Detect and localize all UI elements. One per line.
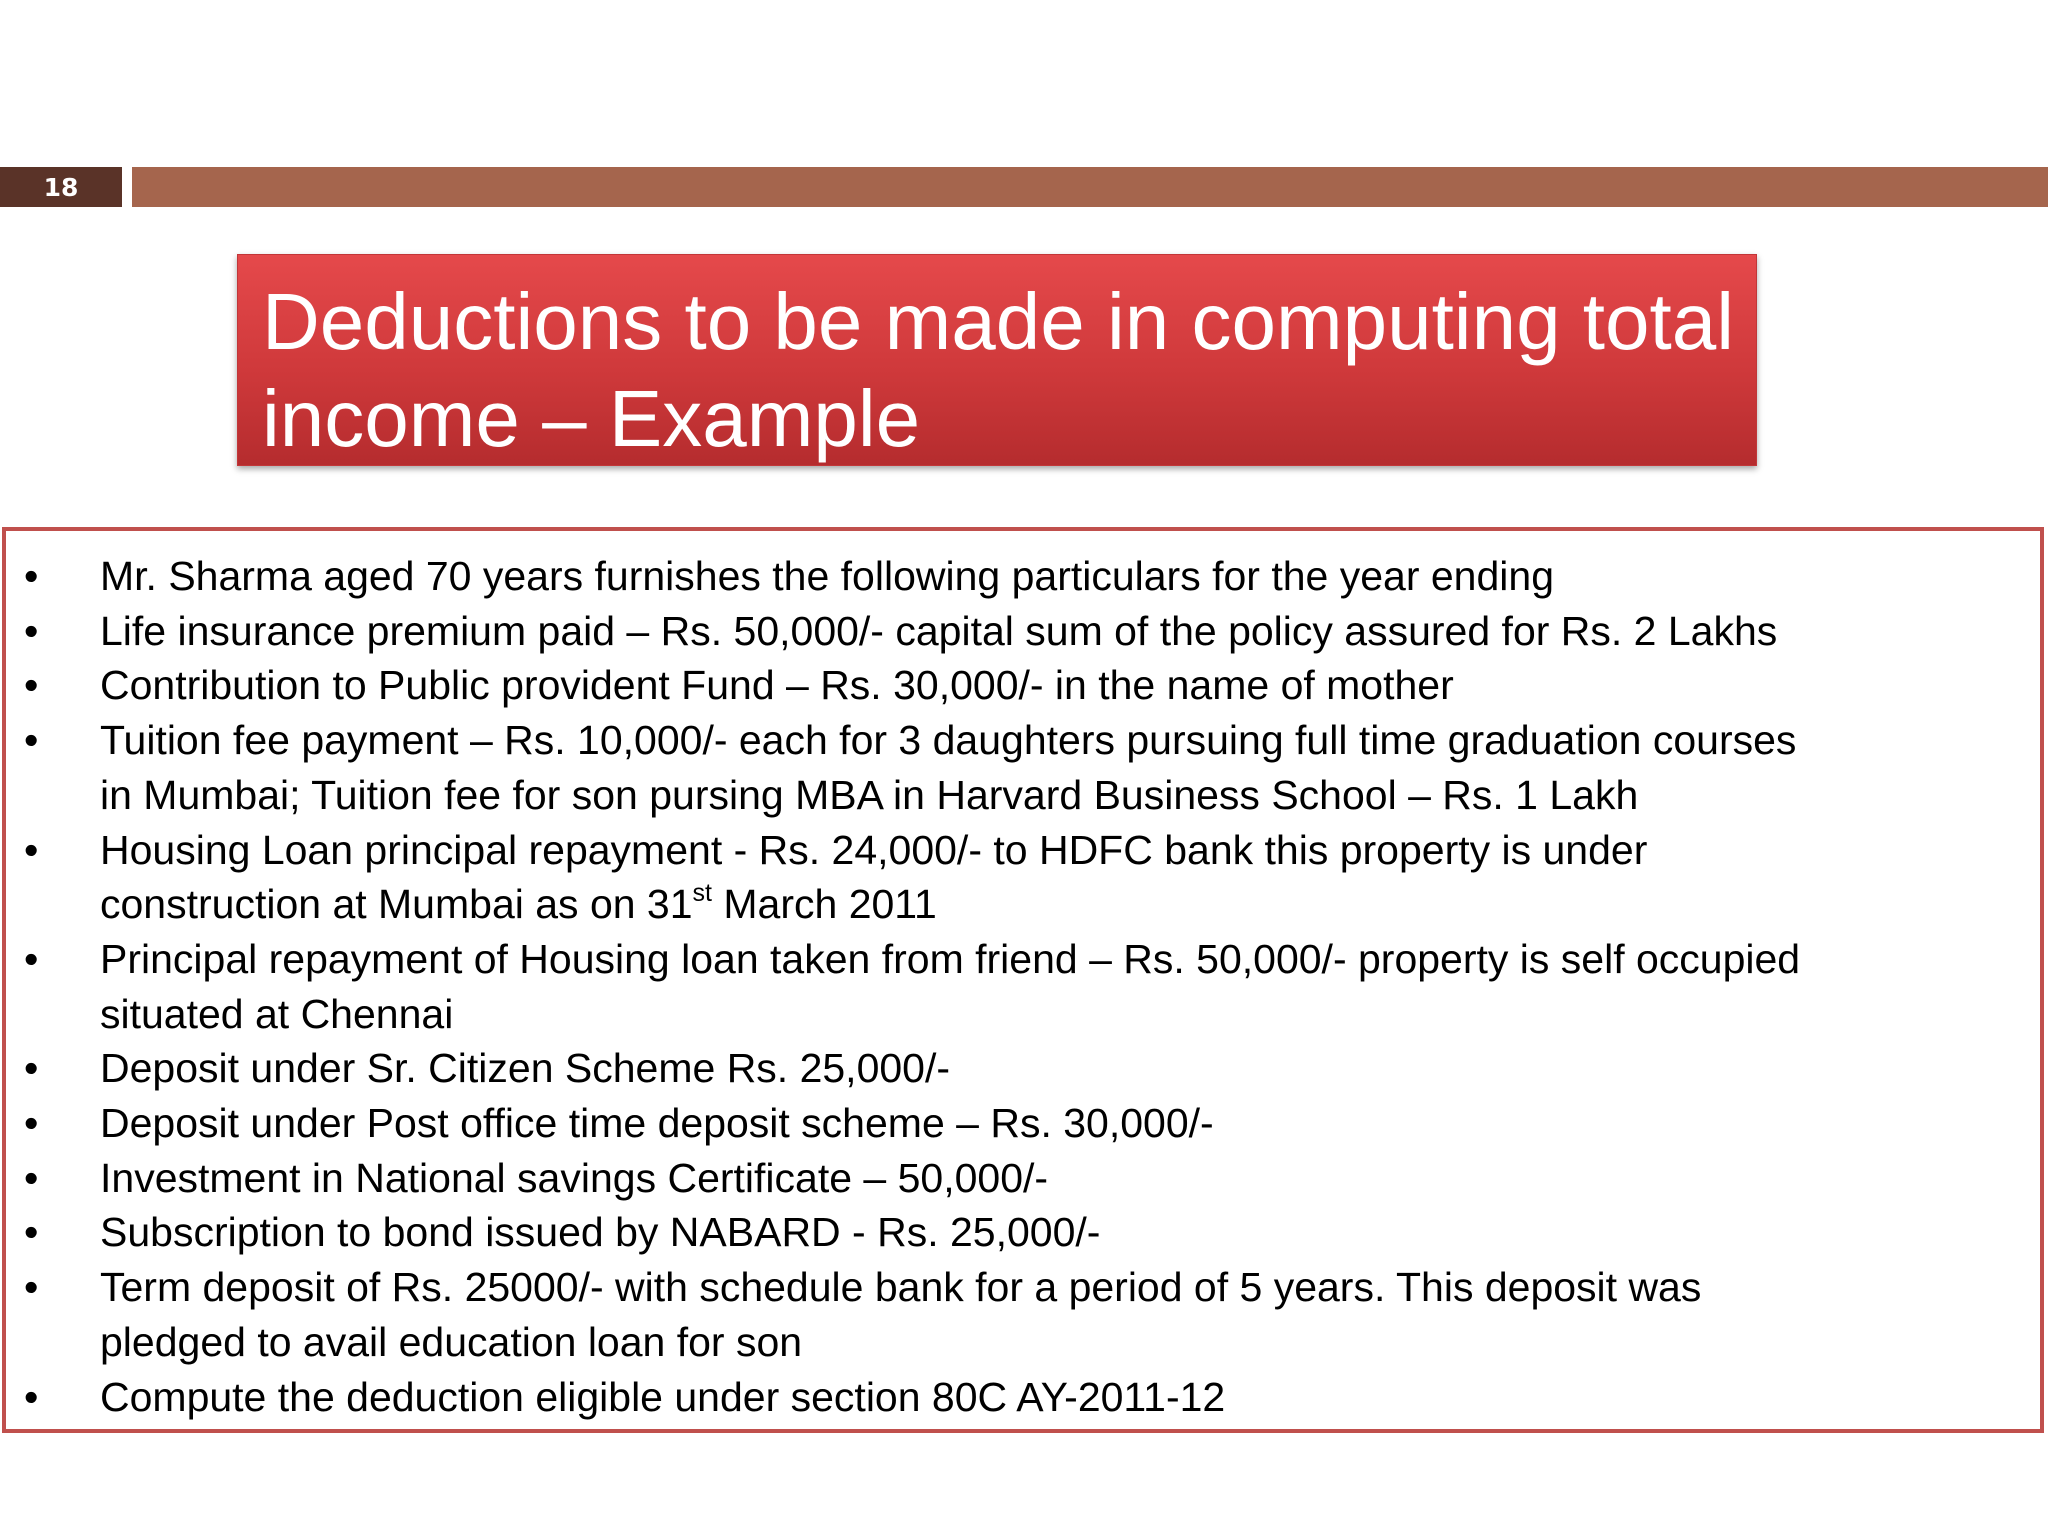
bullet-icon: • bbox=[24, 1209, 39, 1256]
bullet-text: Subscription to bond issued by NABARD - Rs. 25,000/- bbox=[100, 1209, 1101, 1256]
bullet-text-segment: construction at Mumbai as on 31 bbox=[100, 881, 693, 928]
bullet-item bbox=[6, 658, 1800, 713]
bullet-text-segment: March 2011 bbox=[712, 881, 937, 928]
bullet-item bbox=[6, 549, 1800, 604]
bullet-text: Deposit under Post office time deposit scheme – Rs. 30,000/- bbox=[100, 1100, 1214, 1147]
bullet-icon: • bbox=[24, 826, 39, 873]
bullet-icon: • bbox=[24, 717, 39, 764]
bullet-item bbox=[6, 1205, 1800, 1260]
bullet-icon: • bbox=[24, 1264, 39, 1311]
bullet-text-line-2 bbox=[100, 877, 1800, 932]
bullet-icon: • bbox=[24, 935, 39, 982]
bullet-item bbox=[6, 1096, 1800, 1151]
bullet-text-line-1: Principal repayment of Housing loan taken from friend – Rs. 50,000/- property is self occupied bbox=[100, 935, 1801, 982]
bullet-icon: • bbox=[24, 1045, 39, 1092]
bullet-text: Compute the deduction eligible under section 80C AY-2011-12 bbox=[100, 1373, 1226, 1420]
bullet-text-line-2: situated at Chennai bbox=[100, 990, 454, 1037]
slide-title-line-1: Deductions to be made in computing total bbox=[262, 277, 1734, 366]
bullet-text-line-2: pledged to avail education loan for son bbox=[100, 1318, 803, 1365]
bullet-item bbox=[6, 1260, 1800, 1369]
bullet-text-line-1: Tuition fee payment – Rs. 10,000/- each for 3 daughters pursuing full time graduation courses bbox=[100, 717, 1797, 764]
bullet-item bbox=[6, 823, 1800, 932]
bullet-item bbox=[6, 932, 1800, 1041]
bullet-list bbox=[6, 549, 1800, 1424]
bullet-text: Life insurance premium paid – Rs. 50,000/- capital sum of the policy assured for Rs. 2 Lakhs bbox=[100, 607, 1778, 654]
bullet-item bbox=[6, 713, 1800, 822]
ordinal-suffix: st bbox=[692, 879, 712, 908]
bullet-icon: • bbox=[24, 1373, 39, 1420]
slide-title bbox=[237, 254, 1757, 466]
bullet-item bbox=[6, 1151, 1800, 1206]
header-bar bbox=[132, 167, 2048, 207]
bullet-icon: • bbox=[24, 607, 39, 654]
bullet-text: Mr. Sharma aged 70 years furnishes the following particulars for the year ending bbox=[100, 553, 1554, 599]
bullet-text-line-2: in Mumbai; Tuition fee for son pursing MBA in Harvard Business School – Rs. 1 Lakh bbox=[100, 771, 1639, 818]
bullet-icon: • bbox=[24, 553, 39, 599]
bullet-item bbox=[6, 604, 1800, 659]
slide-title-line-2: income – Example bbox=[262, 374, 921, 463]
bullet-text-line-1: Housing Loan principal repayment - Rs. 24,000/- to HDFC bank this property is under bbox=[100, 826, 1648, 873]
bullet-text: Contribution to Public provident Fund – Rs. 30,000/- in the name of mother bbox=[100, 662, 1454, 709]
bullet-icon: • bbox=[24, 662, 39, 709]
bullet-item bbox=[6, 1041, 1800, 1096]
slide-number: 18 bbox=[0, 167, 122, 207]
bullet-text-line-1: Term deposit of Rs. 25000/- with schedule bank for a period of 5 years. This deposit was bbox=[100, 1264, 1702, 1311]
bullet-text: Investment in National savings Certificate – 50,000/- bbox=[100, 1154, 1049, 1201]
bullet-item bbox=[6, 1370, 1800, 1425]
bullet-icon: • bbox=[24, 1100, 39, 1147]
bullet-text: Deposit under Sr. Citizen Scheme Rs. 25,000/- bbox=[100, 1045, 951, 1092]
bullet-icon: • bbox=[24, 1154, 39, 1201]
content-box bbox=[2, 527, 2044, 1433]
